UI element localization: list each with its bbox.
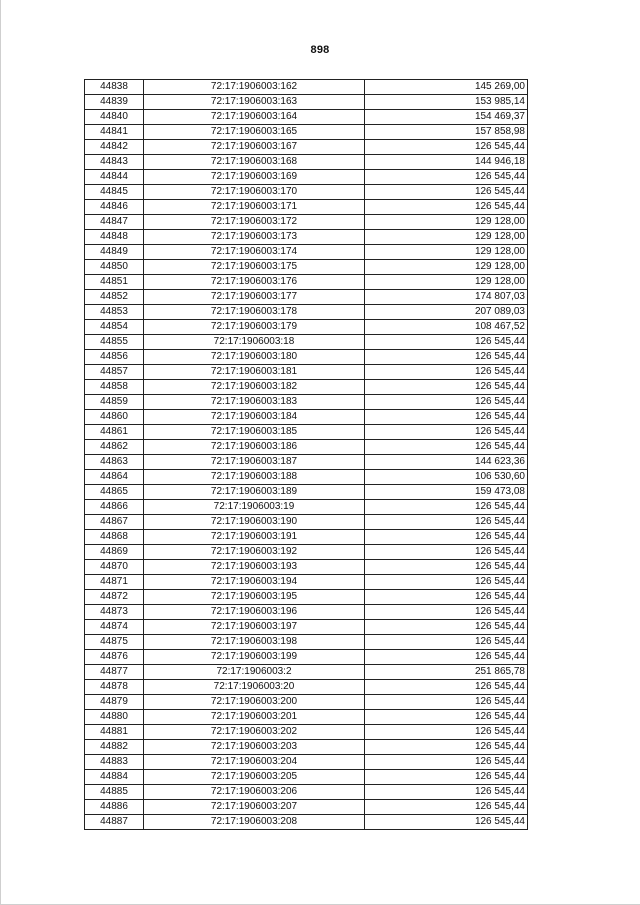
cadastral-number-cell: 72:17:1906003:172 [144, 215, 365, 230]
table-row [85, 530, 528, 545]
cadastral-number-cell: 72:17:1906003:185 [144, 425, 365, 440]
cadastral-number-cell: 72:17:1906003:202 [144, 725, 365, 740]
row-id-cell: 44879 [85, 695, 144, 710]
table-row [85, 170, 528, 185]
cadastral-number-cell: 72:17:1906003:2 [144, 665, 365, 680]
value-cell: 144 946,18 [365, 155, 528, 170]
cadastral-number-cell: 72:17:1906003:201 [144, 710, 365, 725]
row-id-cell: 44861 [85, 425, 144, 440]
cadastral-number-cell: 72:17:1906003:190 [144, 515, 365, 530]
row-id-cell: 44848 [85, 230, 144, 245]
table-row [85, 590, 528, 605]
table-row [85, 605, 528, 620]
row-id-cell: 44874 [85, 620, 144, 635]
value-cell: 207 089,03 [365, 305, 528, 320]
value-cell: 129 128,00 [365, 275, 528, 290]
row-id-cell: 44838 [85, 80, 144, 95]
cadastral-number-cell: 72:17:1906003:194 [144, 575, 365, 590]
table-row [85, 320, 528, 335]
table-row [85, 335, 528, 350]
value-cell: 154 469,37 [365, 110, 528, 125]
table-body [85, 80, 528, 830]
cadastral-number-cell: 72:17:1906003:171 [144, 200, 365, 215]
cadastral-number-cell: 72:17:1906003:18 [144, 335, 365, 350]
table-row [85, 470, 528, 485]
cadastral-number-cell: 72:17:1906003:174 [144, 245, 365, 260]
value-cell: 129 128,00 [365, 230, 528, 245]
row-id-cell: 44846 [85, 200, 144, 215]
table-row [85, 800, 528, 815]
row-id-cell: 44876 [85, 650, 144, 665]
table-row [85, 380, 528, 395]
cadastral-number-cell: 72:17:1906003:191 [144, 530, 365, 545]
table-row [85, 560, 528, 575]
table-row [85, 245, 528, 260]
row-id-cell: 44866 [85, 500, 144, 515]
row-id-cell: 44850 [85, 260, 144, 275]
row-id-cell: 44882 [85, 740, 144, 755]
row-id-cell: 44869 [85, 545, 144, 560]
table-row [85, 440, 528, 455]
cadastral-number-cell: 72:17:1906003:208 [144, 815, 365, 830]
value-cell: 126 545,44 [365, 815, 528, 830]
value-cell: 174 807,03 [365, 290, 528, 305]
value-cell: 108 467,52 [365, 320, 528, 335]
cadastral-number-cell: 72:17:1906003:200 [144, 695, 365, 710]
value-cell: 126 545,44 [365, 365, 528, 380]
row-id-cell: 44863 [85, 455, 144, 470]
value-cell: 126 545,44 [365, 530, 528, 545]
cadastral-number-cell: 72:17:1906003:198 [144, 635, 365, 650]
table-row [85, 785, 528, 800]
value-cell: 251 865,78 [365, 665, 528, 680]
cadastral-number-cell: 72:17:1906003:207 [144, 800, 365, 815]
table-row [85, 650, 528, 665]
row-id-cell: 44847 [85, 215, 144, 230]
table-row [85, 815, 528, 830]
value-cell: 144 623,36 [365, 455, 528, 470]
row-id-cell: 44857 [85, 365, 144, 380]
table-row [85, 740, 528, 755]
table-row [85, 680, 528, 695]
value-cell: 126 545,44 [365, 575, 528, 590]
value-cell: 126 545,44 [365, 425, 528, 440]
row-id-cell: 44853 [85, 305, 144, 320]
value-cell: 126 545,44 [365, 680, 528, 695]
value-cell: 126 545,44 [365, 800, 528, 815]
value-cell: 126 545,44 [365, 710, 528, 725]
value-cell: 159 473,08 [365, 485, 528, 500]
cadastral-number-cell: 72:17:1906003:165 [144, 125, 365, 140]
cadastral-number-cell: 72:17:1906003:169 [144, 170, 365, 185]
row-id-cell: 44862 [85, 440, 144, 455]
value-cell: 126 545,44 [365, 380, 528, 395]
table-row [85, 110, 528, 125]
row-id-cell: 44883 [85, 755, 144, 770]
cadastral-number-cell: 72:17:1906003:193 [144, 560, 365, 575]
cadastral-number-cell: 72:17:1906003:195 [144, 590, 365, 605]
cadastral-number-cell: 72:17:1906003:176 [144, 275, 365, 290]
table-row [85, 695, 528, 710]
table-row [85, 500, 528, 515]
table-row [85, 215, 528, 230]
value-cell: 106 530,60 [365, 470, 528, 485]
value-cell: 157 858,98 [365, 125, 528, 140]
row-id-cell: 44855 [85, 335, 144, 350]
value-cell: 126 545,44 [365, 620, 528, 635]
row-id-cell: 44871 [85, 575, 144, 590]
value-cell: 129 128,00 [365, 260, 528, 275]
value-cell: 126 545,44 [365, 440, 528, 455]
table-row [85, 710, 528, 725]
row-id-cell: 44884 [85, 770, 144, 785]
cadastral-number-cell: 72:17:1906003:178 [144, 305, 365, 320]
cadastral-number-cell: 72:17:1906003:192 [144, 545, 365, 560]
value-cell: 126 545,44 [365, 335, 528, 350]
row-id-cell: 44886 [85, 800, 144, 815]
table-row [85, 125, 528, 140]
value-cell: 126 545,44 [365, 770, 528, 785]
table-row [85, 755, 528, 770]
table-row [85, 290, 528, 305]
value-cell: 129 128,00 [365, 215, 528, 230]
table-row [85, 665, 528, 680]
cadastral-number-cell: 72:17:1906003:162 [144, 80, 365, 95]
table-row [85, 770, 528, 785]
value-cell: 126 545,44 [365, 545, 528, 560]
cadastral-number-cell: 72:17:1906003:203 [144, 740, 365, 755]
table-row [85, 515, 528, 530]
row-id-cell: 44880 [85, 710, 144, 725]
value-cell: 153 985,14 [365, 95, 528, 110]
table-row [85, 620, 528, 635]
cadastral-number-cell: 72:17:1906003:168 [144, 155, 365, 170]
table-row [85, 140, 528, 155]
row-id-cell: 44841 [85, 125, 144, 140]
cadastral-number-cell: 72:17:1906003:164 [144, 110, 365, 125]
value-cell: 126 545,44 [365, 740, 528, 755]
table-row [85, 410, 528, 425]
row-id-cell: 44839 [85, 95, 144, 110]
row-id-cell: 44870 [85, 560, 144, 575]
table-row [85, 275, 528, 290]
value-cell: 126 545,44 [365, 500, 528, 515]
cadastral-number-cell: 72:17:1906003:167 [144, 140, 365, 155]
row-id-cell: 44873 [85, 605, 144, 620]
row-id-cell: 44864 [85, 470, 144, 485]
cadastral-number-cell: 72:17:1906003:163 [144, 95, 365, 110]
table-row [85, 575, 528, 590]
row-id-cell: 44865 [85, 485, 144, 500]
row-id-cell: 44845 [85, 185, 144, 200]
value-cell: 126 545,44 [365, 515, 528, 530]
value-cell: 126 545,44 [365, 395, 528, 410]
value-cell: 126 545,44 [365, 605, 528, 620]
value-cell: 126 545,44 [365, 350, 528, 365]
cadastral-number-cell: 72:17:1906003:179 [144, 320, 365, 335]
table-row [85, 635, 528, 650]
table-row [85, 545, 528, 560]
row-id-cell: 44878 [85, 680, 144, 695]
table-row [85, 485, 528, 500]
row-id-cell: 44842 [85, 140, 144, 155]
row-id-cell: 44860 [85, 410, 144, 425]
value-cell: 126 545,44 [365, 170, 528, 185]
cadastral-number-cell: 72:17:1906003:173 [144, 230, 365, 245]
value-cell: 126 545,44 [365, 560, 528, 575]
value-cell: 126 545,44 [365, 725, 528, 740]
row-id-cell: 44885 [85, 785, 144, 800]
row-id-cell: 44868 [85, 530, 144, 545]
table-row [85, 200, 528, 215]
value-cell: 126 545,44 [365, 695, 528, 710]
table-row [85, 155, 528, 170]
table-row [85, 95, 528, 110]
table-row [85, 350, 528, 365]
cadastral-number-cell: 72:17:1906003:181 [144, 365, 365, 380]
cadastral-number-cell: 72:17:1906003:189 [144, 485, 365, 500]
row-id-cell: 44852 [85, 290, 144, 305]
row-id-cell: 44867 [85, 515, 144, 530]
page-edge-line [0, 0, 1, 905]
value-cell: 126 545,44 [365, 650, 528, 665]
table-row [85, 260, 528, 275]
row-id-cell: 44881 [85, 725, 144, 740]
cadastral-number-cell: 72:17:1906003:170 [144, 185, 365, 200]
cadastral-value-table [84, 79, 528, 830]
row-id-cell: 44858 [85, 380, 144, 395]
cadastral-number-cell: 72:17:1906003:196 [144, 605, 365, 620]
row-id-cell: 44840 [85, 110, 144, 125]
row-id-cell: 44887 [85, 815, 144, 830]
row-id-cell: 44854 [85, 320, 144, 335]
value-cell: 129 128,00 [365, 245, 528, 260]
table-row [85, 395, 528, 410]
table-row [85, 305, 528, 320]
cadastral-number-cell: 72:17:1906003:20 [144, 680, 365, 695]
table-row [85, 425, 528, 440]
row-id-cell: 44875 [85, 635, 144, 650]
table-row [85, 725, 528, 740]
value-cell: 126 545,44 [365, 755, 528, 770]
cadastral-number-cell: 72:17:1906003:186 [144, 440, 365, 455]
cadastral-number-cell: 72:17:1906003:199 [144, 650, 365, 665]
row-id-cell: 44843 [85, 155, 144, 170]
cadastral-number-cell: 72:17:1906003:19 [144, 500, 365, 515]
value-cell: 126 545,44 [365, 410, 528, 425]
table-row [85, 455, 528, 470]
cadastral-number-cell: 72:17:1906003:206 [144, 785, 365, 800]
row-id-cell: 44856 [85, 350, 144, 365]
row-id-cell: 44844 [85, 170, 144, 185]
table-row [85, 80, 528, 95]
row-id-cell: 44851 [85, 275, 144, 290]
cadastral-number-cell: 72:17:1906003:177 [144, 290, 365, 305]
cadastral-number-cell: 72:17:1906003:175 [144, 260, 365, 275]
table-row [85, 365, 528, 380]
cadastral-number-cell: 72:17:1906003:187 [144, 455, 365, 470]
cadastral-number-cell: 72:17:1906003:188 [144, 470, 365, 485]
row-id-cell: 44849 [85, 245, 144, 260]
value-cell: 126 545,44 [365, 200, 528, 215]
value-cell: 126 545,44 [365, 635, 528, 650]
cadastral-number-cell: 72:17:1906003:182 [144, 380, 365, 395]
page-number: 898 [310, 44, 330, 56]
row-id-cell: 44872 [85, 590, 144, 605]
value-cell: 126 545,44 [365, 785, 528, 800]
row-id-cell: 44859 [85, 395, 144, 410]
cadastral-number-cell: 72:17:1906003:197 [144, 620, 365, 635]
cadastral-number-cell: 72:17:1906003:180 [144, 350, 365, 365]
row-id-cell: 44877 [85, 665, 144, 680]
table-row [85, 230, 528, 245]
value-cell: 126 545,44 [365, 590, 528, 605]
value-cell: 145 269,00 [365, 80, 528, 95]
cadastral-number-cell: 72:17:1906003:204 [144, 755, 365, 770]
value-cell: 126 545,44 [365, 185, 528, 200]
value-cell: 126 545,44 [365, 140, 528, 155]
cadastral-number-cell: 72:17:1906003:205 [144, 770, 365, 785]
table-row [85, 185, 528, 200]
cadastral-number-cell: 72:17:1906003:184 [144, 410, 365, 425]
cadastral-number-cell: 72:17:1906003:183 [144, 395, 365, 410]
